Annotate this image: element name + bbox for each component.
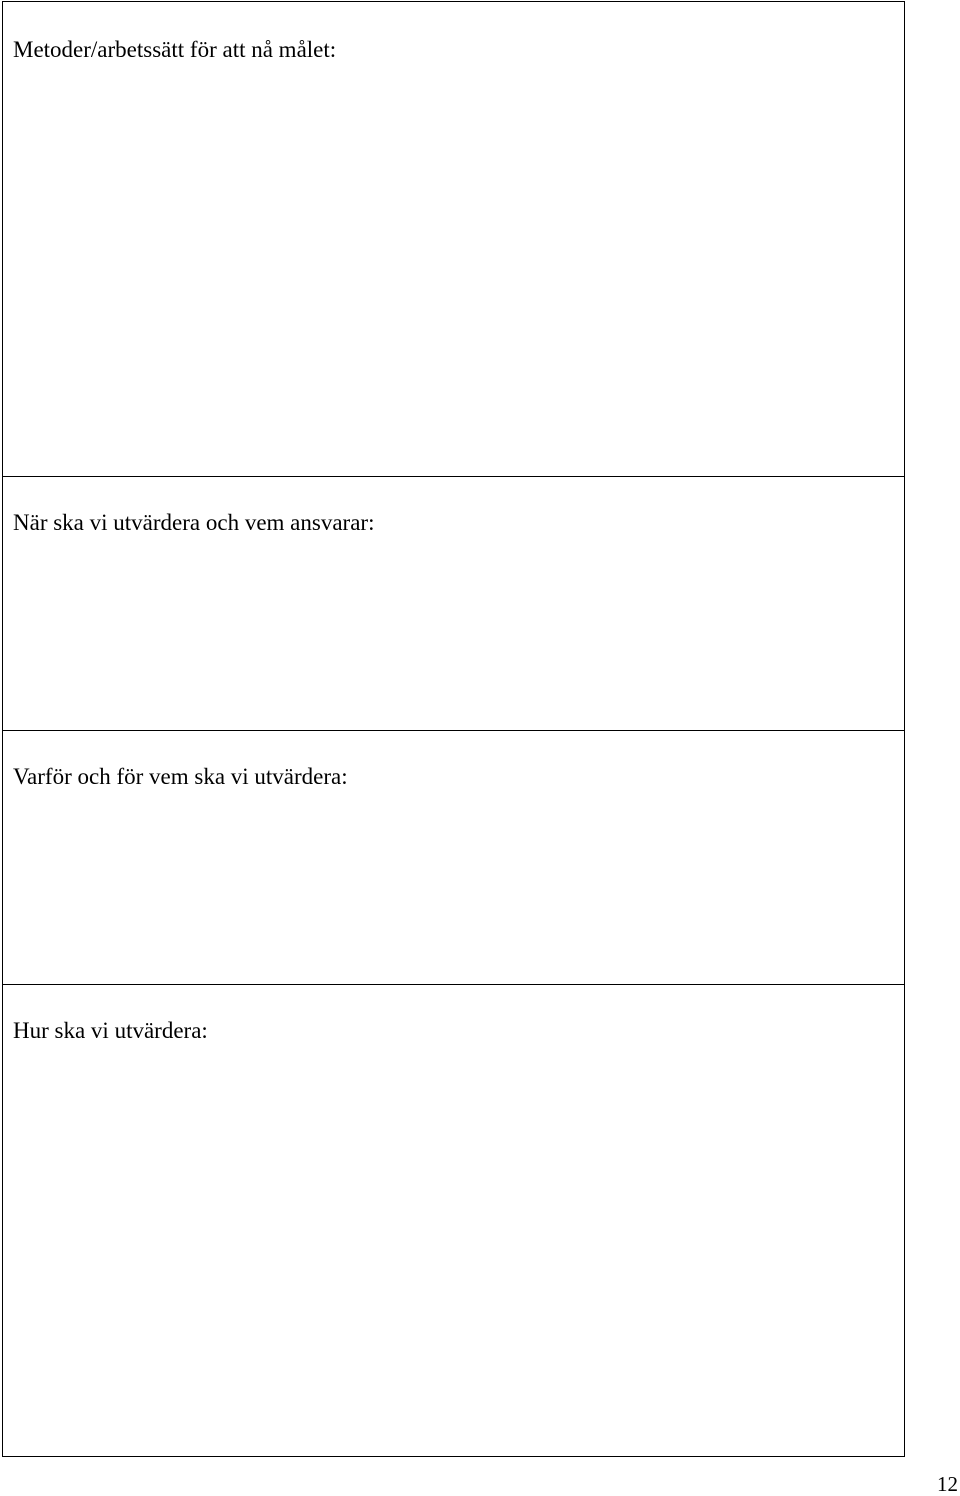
section-label-how: Hur ska vi utvärdera: (13, 1018, 208, 1043)
section-methods (3, 2, 904, 476)
section-how (3, 984, 904, 1456)
section-when-who (3, 476, 904, 730)
section-label-why-for-whom: Varför och för vem ska vi utvärdera: (13, 764, 348, 789)
section-why-for-whom (3, 730, 904, 984)
section-label-when-who: När ska vi utvärdera och vem ansvarar: (13, 510, 375, 535)
section-label-methods: Metoder/arbetssätt för att nå målet: (13, 37, 337, 62)
evaluation-form-table (2, 1, 905, 1457)
page-number: 12 (937, 1472, 958, 1496)
